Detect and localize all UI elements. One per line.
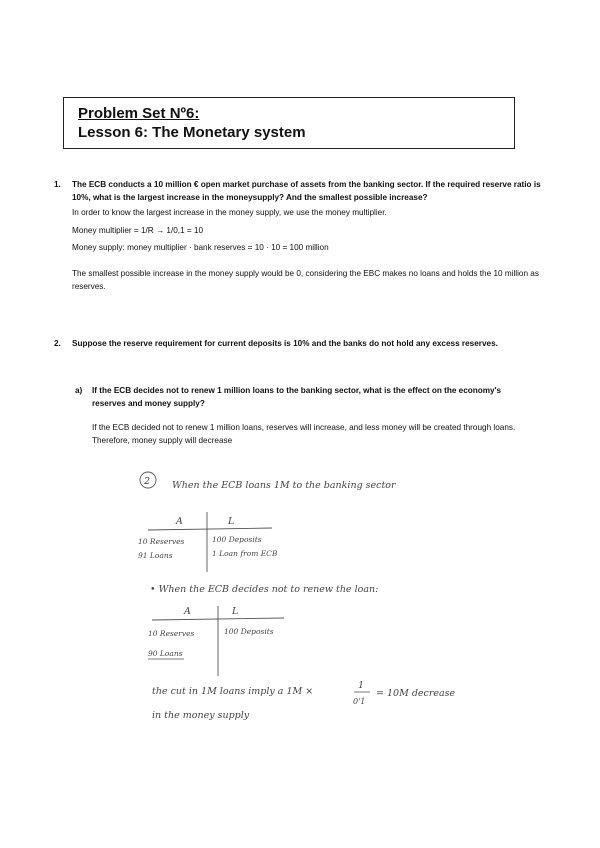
hand-line-3b: = 10M decrease: [376, 688, 456, 699]
answer-1-line-4: The smallest possible increase in the money supply would be 0, considering the EBC makes no loans and holds the 10 million as reserves.: [72, 268, 539, 291]
question-1: [54, 179, 542, 293]
hand-t2-liabilities-label: L: [232, 606, 239, 617]
hand-t2-loans: 90 Loans: [148, 649, 183, 658]
hand-t2-deposits: 100 Deposits: [224, 627, 274, 636]
title-box: [63, 97, 515, 149]
hand-t1-loans: 91 Loans: [138, 551, 173, 560]
hand-circle-number: 2: [144, 476, 151, 487]
question-1-number: 1.: [54, 180, 61, 189]
answer-2a: If the ECB decided not to renew 1 million loans, reserves will increase, and less money will be created through loans. Therefore, money supply will decrease: [92, 423, 516, 445]
hand-t2-assets-label: A: [184, 606, 191, 617]
hand-t2-reserves: 10 Reserves: [148, 629, 195, 638]
question-2a-text: If the ECB decides not to renew 1 million loans to the banking sector, what is the effect on the economy's reserves and money supply?: [92, 386, 502, 408]
question-2-text: Suppose the reserve requirement for current deposits is 10% and the banks do not hold any excess reserves.: [72, 339, 498, 348]
question-2a-label: a): [75, 386, 83, 395]
hand-fraction-numerator: 1: [358, 680, 365, 691]
hand-line-3a: the cut in 1M loans imply a 1M ×: [152, 686, 314, 697]
hand-t1-assets-label: A: [176, 516, 183, 527]
handwritten-notes: [134, 468, 468, 730]
question-1-text: The ECB conducts a 10 million € open market purchase of assets from the banking sector. If the required reserve ratio is 10%, what is the largest increase in the moneysupply? And the smallest possible increase?: [72, 180, 541, 202]
question-2: [54, 338, 542, 351]
question-2-number: 2.: [54, 339, 61, 348]
handwritten-notes-image: [134, 468, 468, 730]
answer-1-line-3: Money supply: money multiplier · bank reserves = 10 · 10 = 100 million: [72, 243, 329, 253]
hand-t1-ecb-loan: 1 Loan from ECB: [212, 549, 278, 558]
hand-t1-liabilities-label: L: [228, 516, 235, 527]
lesson-title: Lesson 6: The Monetary system: [78, 124, 306, 141]
answer-1-line-1: In order to know the largest increase in the money supply, we use the money multiplier.: [72, 208, 387, 218]
hand-line-4: in the money supply: [152, 710, 250, 721]
problem-set-title: Problem Set Nº6:: [78, 105, 200, 122]
hand-fraction-denominator: 0'1: [353, 697, 366, 706]
answer-1-line-2: Money multiplier = 1/R → 1/0,1 = 10: [72, 225, 204, 235]
hand-t1-deposits: 100 Deposits: [212, 535, 262, 544]
question-2a: [75, 385, 542, 447]
hand-t1-reserves: 10 Reserves: [138, 537, 185, 546]
hand-line-2: • When the ECB decides not to renew the loan:: [150, 584, 379, 595]
hand-line-1: When the ECB loans 1M to the banking sector: [172, 480, 396, 491]
